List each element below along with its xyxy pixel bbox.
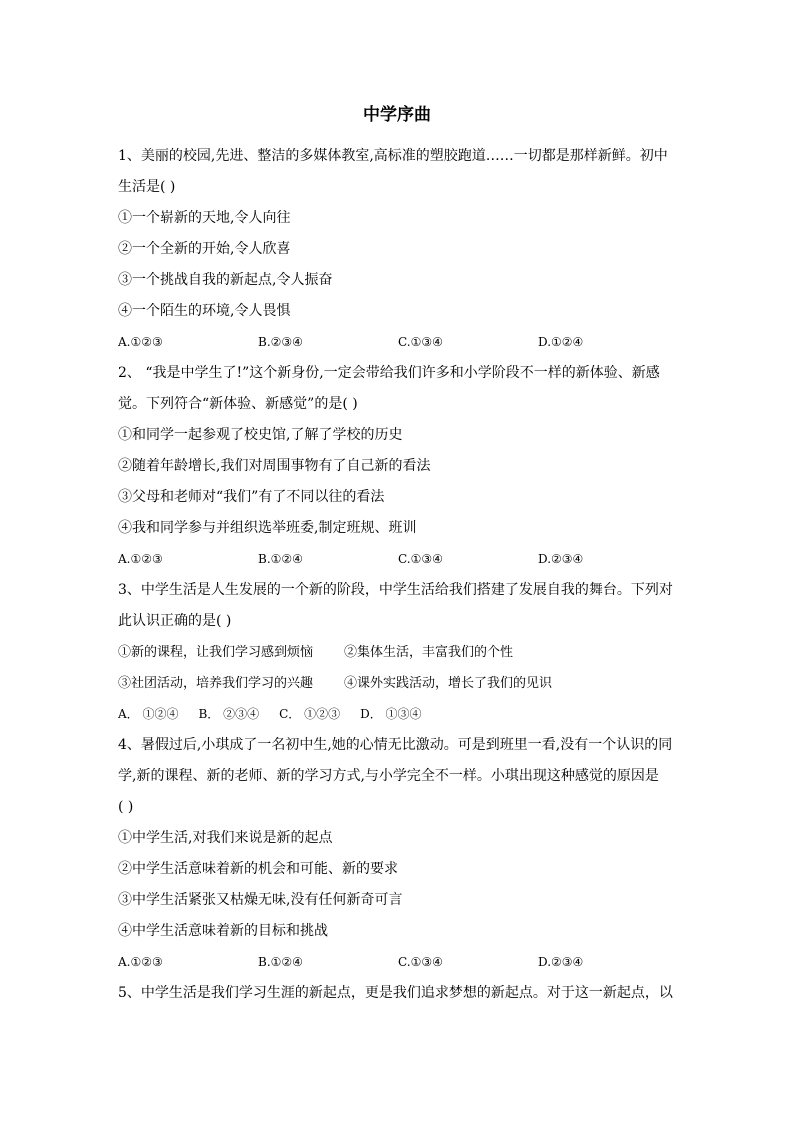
answer-options bbox=[118, 947, 678, 978]
statement: ②一个全新的开始,令人欣喜 bbox=[118, 241, 291, 257]
answer-options bbox=[118, 544, 678, 575]
statement: ②随着年龄增长,我们对周围事物有了自己新的看法 bbox=[118, 458, 431, 474]
option-d: D.②③④ bbox=[538, 552, 584, 566]
question-stem: 2、 “我是中学生了!”这个新身份,一定会带给我们许多和小学阶段不一样的新体验、新感 bbox=[118, 365, 660, 381]
question-stem: 此认识正确的是( ) bbox=[118, 613, 232, 629]
statement: ①一个崭新的天地,令人向往 bbox=[118, 210, 291, 226]
statement: ④课外实践活动，增长了我们的见识 bbox=[344, 676, 553, 691]
statement-row bbox=[118, 637, 678, 668]
option-d: D． ①③④ bbox=[360, 707, 422, 721]
statement: ②集体生活，丰富我们的个性 bbox=[344, 645, 514, 660]
option-b: B.②③④ bbox=[258, 335, 303, 349]
question-stem: ( ) bbox=[118, 799, 134, 815]
statement: ①中学生活,对我们来说是新的起点 bbox=[118, 830, 333, 846]
answer-options bbox=[118, 699, 678, 730]
question-4 bbox=[118, 730, 678, 978]
option-b: B． ②③④ bbox=[198, 707, 260, 721]
question-5 bbox=[118, 978, 678, 1009]
question-stem: 学,新的课程、新的老师、新的学习方式,与小学完全不一样。小琪出现这种感觉的原因是 bbox=[118, 768, 659, 784]
question-stem: 3、中学生活是人生发展的一个新的阶段，中学生活给我们搭建了发展自我的舞台。下列对 bbox=[118, 582, 673, 598]
question-2 bbox=[118, 358, 678, 575]
question-stem: 觉。下列符合“新体验、新感觉”的是( ) bbox=[118, 396, 358, 412]
option-c: C.①③④ bbox=[398, 335, 443, 349]
option-a: A． ①②④ bbox=[118, 707, 179, 721]
option-a: A.①②③ bbox=[118, 955, 163, 969]
statement: ①和同学一起参观了校史馆,了解了学校的历史 bbox=[118, 427, 403, 443]
statement: ②中学生活意味着新的机会和可能、新的要求 bbox=[118, 861, 398, 877]
option-c: C.①③④ bbox=[398, 552, 443, 566]
statement: ①新的课程，让我们学习感到烦恼 bbox=[118, 645, 314, 660]
question-1 bbox=[118, 141, 678, 358]
statement: ③一个挑战自我的新起点,令人振奋 bbox=[118, 272, 333, 288]
question-stem: 4、暑假过后,小琪成了一名初中生,她的心情无比激动。可是到班里一看,没有一个认识的同 bbox=[118, 737, 673, 753]
option-a: A.①②③ bbox=[118, 335, 163, 349]
page-title: 中学序曲 bbox=[363, 105, 431, 125]
option-c: C． ①②③ bbox=[279, 707, 341, 721]
statement: ④我和同学参与并组织选举班委,制定班规、班训 bbox=[118, 520, 417, 536]
question-list bbox=[118, 141, 678, 1009]
statement: ④一个陌生的环境,令人畏惧 bbox=[118, 303, 291, 319]
statement: ③父母和老师对“我们”有了不同以往的看法 bbox=[118, 489, 385, 505]
statement: ③中学生活紧张又枯燥无味,没有任何新奇可言 bbox=[118, 892, 403, 908]
option-d: D.①②④ bbox=[538, 335, 584, 349]
answer-options bbox=[118, 327, 678, 358]
option-d: D.②③④ bbox=[538, 955, 584, 969]
statement: ④中学生活意味着新的目标和挑战 bbox=[118, 923, 328, 939]
option-b: B.①②④ bbox=[258, 552, 303, 566]
question-stem: 生活是( ) bbox=[118, 179, 176, 195]
option-b: B.①②④ bbox=[258, 955, 303, 969]
question-stem: 1、美丽的校园,先进、整洁的多媒体教室,高标准的塑胶跑道……一切都是那样新鲜。初中 bbox=[118, 148, 668, 164]
option-c: C.①③④ bbox=[398, 955, 443, 969]
statement: ③社团活动，培养我们学习的兴趣 bbox=[118, 676, 314, 691]
option-a: A.①②③ bbox=[118, 552, 163, 566]
question-3 bbox=[118, 575, 678, 730]
question-stem: 5、中学生活是我们学习生涯的新起点，更是我们追求梦想的新起点。对于这一新起点，以 bbox=[118, 985, 673, 1001]
statement-row bbox=[118, 668, 678, 699]
